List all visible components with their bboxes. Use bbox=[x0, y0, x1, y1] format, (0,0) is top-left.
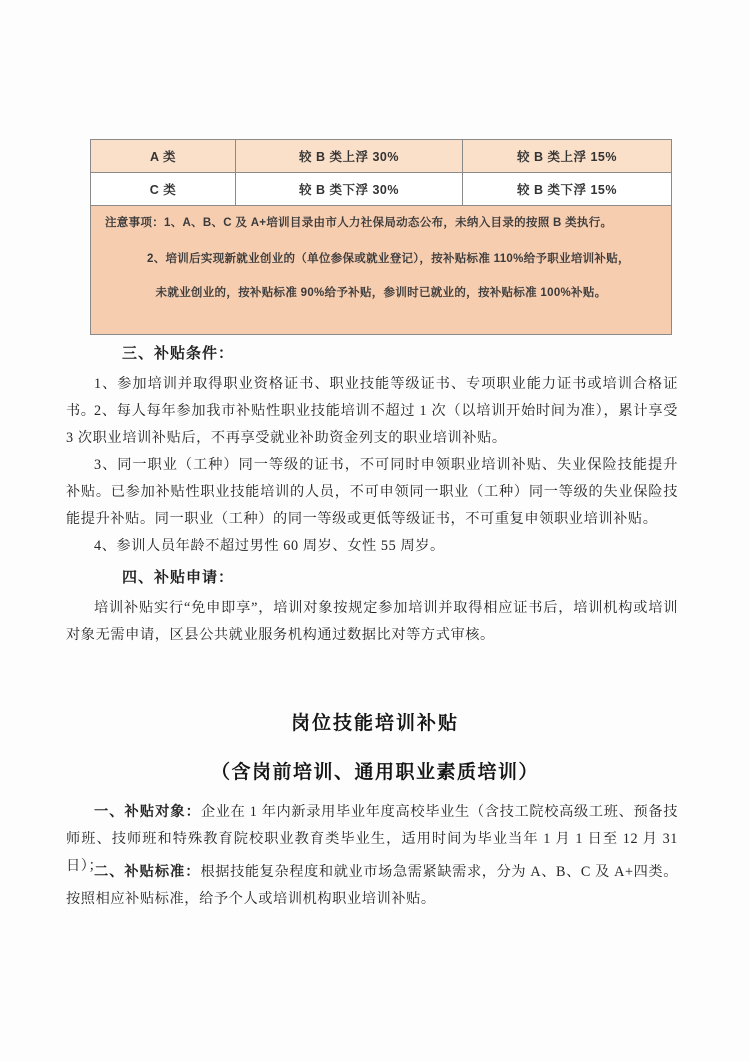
section-three-item-4: 4、参训人员年龄不超过男性 60 周岁、女性 55 周岁。 bbox=[94, 538, 445, 554]
section-heading-subsidy-conditions: 三、补贴条件： bbox=[122, 346, 235, 362]
page-title: 岗位技能培训补贴 bbox=[290, 713, 459, 734]
table-cell-category: A 类 bbox=[91, 140, 236, 173]
section-four-body: 培训补贴实行“免申即享”，培训对象按规定参加培训并取得相应证书后，培训机构或培训对象无需申请，区县公共就业服务机构通过数据比对等方式审核。 bbox=[66, 600, 678, 643]
next-policy-item-2-lead: 二、补贴标准 bbox=[94, 864, 186, 880]
table-cell-junior-level: 较 B 类下浮 15% bbox=[463, 173, 672, 206]
next-policy-item-1-separator: ： bbox=[185, 804, 201, 820]
table-row-notes bbox=[91, 206, 672, 335]
table-cell-mid-level: 较 B 类下浮 30% bbox=[236, 173, 463, 206]
section-heading-subsidy-application: 四、补贴申请： bbox=[122, 570, 235, 586]
next-policy-item-2-separator: ： bbox=[185, 864, 201, 880]
subsidy-rate-table bbox=[90, 139, 672, 335]
table-cell-junior-level: 较 B 类上浮 15% bbox=[463, 140, 672, 173]
table-row bbox=[91, 140, 672, 173]
next-policy-item-2 bbox=[66, 859, 678, 913]
table-note-3: 未就业创业的，按补贴标准 90%给予补贴，参训时已就业的，按补贴标准 100%补贴。 bbox=[155, 287, 607, 300]
next-policy-item-1-lead: 一、补贴对象 bbox=[94, 804, 186, 820]
table-row bbox=[91, 173, 672, 206]
section-three-item-2: 2、每人每年参加我市补贴性职业技能培训不超过 1 次（以培训开始时间为准），累计享受 3 次职业培训补贴后，不再享受就业补助资金列支的职业培训补贴。 bbox=[66, 403, 678, 446]
page-subtitle: （含岗前培训、通用职业素质培训） bbox=[210, 762, 539, 783]
table-note-2: 2、培训后实现新就业创业的（单位参保或就业登记），按补贴标准 110%给予职业培训补贴， bbox=[147, 252, 630, 265]
table-cell-category: C 类 bbox=[91, 173, 236, 206]
table-cell-mid-level: 较 B 类上浮 30% bbox=[236, 140, 463, 173]
next-policy-item-1-text: 企业在 1 年内新录用毕业年度高校毕业生（含技工院校高级工班、预备技师班、技师班和特殊教育院校职业教育类毕业生，适用时间为毕业当年 1 月 1 日至 12 月 31 日）； bbox=[66, 804, 678, 874]
table-note-1: 注意事项：1、A、B、C 及 A+培训目录由市人力社保局动态公布，未纳入目录的按照 B 类执行。 bbox=[105, 217, 613, 229]
section-three-item-3: 3、同一职业（工种）同一等级的证书，不可同时申领职业培训补贴、失业保险技能提升补贴。已参加补贴性职业技能培训的人员，不可申领同一职业（工种）同一等级的失业保险技能提升补贴。同一职业（工种）的同一等级或更低等级证书，不可重复申领职业培训补贴。 bbox=[66, 457, 678, 527]
next-policy-item-2-text: 根据技能复杂程度和就业市场急需紧缺需求，分为 A、B、C 及 A+四类。按照相应补贴标准，给予个人或培训机构职业培训补贴。 bbox=[66, 864, 678, 907]
table-notes-cell bbox=[91, 206, 672, 335]
section-three-item-1: 1、参加培训并取得职业资格证书、职业技能等级证书、专项职业能力证书或培训合格证书。 bbox=[66, 376, 678, 419]
